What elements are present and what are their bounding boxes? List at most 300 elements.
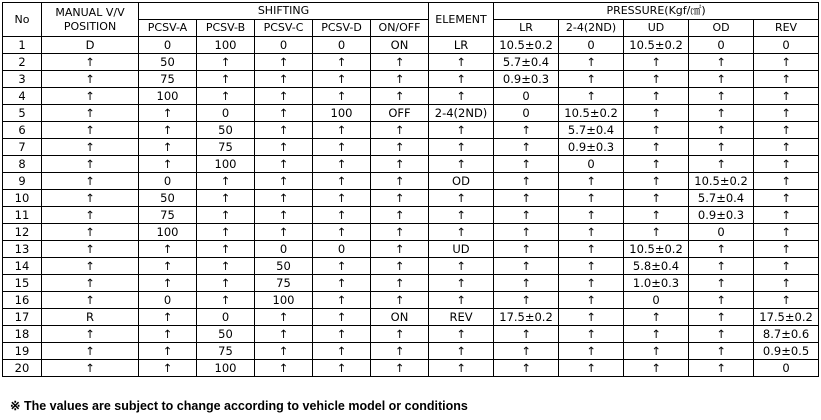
cell-pcsv-a: ↑: [139, 105, 197, 122]
cell-pcsv-c: ↑: [255, 71, 313, 88]
cell-element: ↑: [429, 190, 494, 207]
cell-lr: ↑: [494, 241, 559, 258]
cell-od: ↑: [689, 309, 754, 326]
cell-no: 20: [3, 360, 42, 377]
table-row: [3, 105, 819, 122]
header-element: ELEMENT: [429, 3, 494, 37]
cell-on-off: ↑: [371, 190, 429, 207]
header-manual-vv-line2: POSITION: [63, 19, 117, 33]
header-pcsv-c: PCSV-C: [255, 20, 313, 37]
cell-rev: 17.5±0.2: [754, 309, 819, 326]
cell-ud: ↑: [624, 156, 689, 173]
cell-pcsv-c: 100: [255, 292, 313, 309]
cell-pcsv-d: 0: [313, 241, 371, 258]
cell-od: ↑: [689, 241, 754, 258]
cell-on-off: ↑: [371, 139, 429, 156]
cell-manual-position: ↑: [42, 275, 139, 292]
table-row: [3, 139, 819, 156]
cell-pcsv-a: 0: [139, 37, 197, 54]
cell-manual-position: ↑: [42, 139, 139, 156]
cell-no: 8: [3, 156, 42, 173]
table-row: [3, 258, 819, 275]
cell-pcsv-a: 50: [139, 190, 197, 207]
cell-2-4-2nd: ↑: [559, 190, 624, 207]
cell-rev: ↑: [754, 275, 819, 292]
cell-pcsv-d: ↑: [313, 88, 371, 105]
cell-ud: ↑: [624, 105, 689, 122]
cell-pcsv-b: ↑: [197, 275, 255, 292]
cell-od: ↑: [689, 292, 754, 309]
cell-pcsv-b: 50: [197, 122, 255, 139]
cell-ud: ↑: [624, 139, 689, 156]
shift-pressure-table: [2, 2, 819, 377]
cell-on-off: ↑: [371, 122, 429, 139]
cell-element: ↑: [429, 54, 494, 71]
cell-no: 1: [3, 37, 42, 54]
table-row: [3, 207, 819, 224]
cell-no: 9: [3, 173, 42, 190]
cell-pcsv-d: ↑: [313, 309, 371, 326]
cell-lr: ↑: [494, 343, 559, 360]
cell-manual-position: ↑: [42, 156, 139, 173]
cell-pcsv-c: ↑: [255, 156, 313, 173]
cell-2-4-2nd: ↑: [559, 88, 624, 105]
cell-2-4-2nd: 10.5±0.2: [559, 105, 624, 122]
cell-no: 16: [3, 292, 42, 309]
cell-element: ↑: [429, 156, 494, 173]
header-rev: REV: [754, 20, 819, 37]
cell-element: UD: [429, 241, 494, 258]
cell-element: ↑: [429, 343, 494, 360]
header-ud: UD: [624, 20, 689, 37]
cell-2-4-2nd: 0: [559, 37, 624, 54]
footnote: ※ The values are subject to change according to vehicle model or conditions: [10, 399, 468, 413]
cell-2-4-2nd: ↑: [559, 71, 624, 88]
cell-od: ↑: [689, 88, 754, 105]
cell-lr: ↑: [494, 224, 559, 241]
cell-manual-position: ↑: [42, 190, 139, 207]
table-row: [3, 88, 819, 105]
cell-od: 5.7±0.4: [689, 190, 754, 207]
cell-od: 0: [689, 37, 754, 54]
cell-rev: ↑: [754, 207, 819, 224]
cell-pcsv-a: ↑: [139, 139, 197, 156]
cell-manual-position: ↑: [42, 326, 139, 343]
table-row: [3, 343, 819, 360]
cell-pcsv-b: ↑: [197, 88, 255, 105]
cell-pcsv-a: ↑: [139, 309, 197, 326]
cell-lr: ↑: [494, 292, 559, 309]
cell-element: REV: [429, 309, 494, 326]
cell-pcsv-a: ↑: [139, 343, 197, 360]
cell-lr: ↑: [494, 139, 559, 156]
cell-on-off: ↑: [371, 241, 429, 258]
table-row: [3, 309, 819, 326]
cell-2-4-2nd: ↑: [559, 326, 624, 343]
header-shifting: SHIFTING: [139, 3, 429, 20]
cell-rev: ↑: [754, 139, 819, 156]
cell-od: ↑: [689, 54, 754, 71]
cell-lr: ↑: [494, 275, 559, 292]
cell-pcsv-d: ↑: [313, 224, 371, 241]
cell-no: 13: [3, 241, 42, 258]
cell-pcsv-a: 0: [139, 173, 197, 190]
header-on-off: ON/OFF: [371, 20, 429, 37]
cell-rev: ↑: [754, 190, 819, 207]
cell-lr: ↑: [494, 122, 559, 139]
cell-pcsv-d: 0: [313, 37, 371, 54]
cell-pcsv-c: 50: [255, 258, 313, 275]
cell-pcsv-d: ↑: [313, 173, 371, 190]
cell-on-off: ON: [371, 37, 429, 54]
cell-pcsv-a: ↑: [139, 360, 197, 377]
cell-pcsv-b: ↑: [197, 224, 255, 241]
cell-element: ↑: [429, 122, 494, 139]
table-row: [3, 54, 819, 71]
cell-od: ↑: [689, 326, 754, 343]
cell-ud: ↑: [624, 343, 689, 360]
cell-pcsv-b: 50: [197, 326, 255, 343]
cell-pcsv-d: ↑: [313, 54, 371, 71]
cell-rev: ↑: [754, 105, 819, 122]
cell-2-4-2nd: ↑: [559, 241, 624, 258]
cell-manual-position: ↑: [42, 224, 139, 241]
spec-sheet: [2, 2, 819, 377]
cell-ud: ↑: [624, 326, 689, 343]
cell-element: ↑: [429, 275, 494, 292]
cell-rev: ↑: [754, 54, 819, 71]
cell-ud: ↑: [624, 88, 689, 105]
cell-rev: 8.7±0.6: [754, 326, 819, 343]
cell-rev: ↑: [754, 224, 819, 241]
cell-ud: 0: [624, 292, 689, 309]
cell-no: 4: [3, 88, 42, 105]
cell-rev: ↑: [754, 173, 819, 190]
cell-pcsv-d: 100: [313, 105, 371, 122]
cell-2-4-2nd: ↑: [559, 207, 624, 224]
cell-pcsv-b: ↑: [197, 173, 255, 190]
cell-manual-position: D: [42, 37, 139, 54]
cell-ud: ↑: [624, 207, 689, 224]
cell-pcsv-a: ↑: [139, 275, 197, 292]
cell-manual-position: ↑: [42, 88, 139, 105]
cell-rev: ↑: [754, 71, 819, 88]
cell-2-4-2nd: ↑: [559, 54, 624, 71]
cell-pcsv-b: 100: [197, 156, 255, 173]
cell-lr: ↑: [494, 173, 559, 190]
cell-pcsv-c: ↑: [255, 190, 313, 207]
cell-ud: 10.5±0.2: [624, 37, 689, 54]
cell-no: 5: [3, 105, 42, 122]
cell-manual-position: ↑: [42, 207, 139, 224]
cell-no: 10: [3, 190, 42, 207]
cell-pcsv-c: ↑: [255, 343, 313, 360]
cell-rev: ↑: [754, 258, 819, 275]
cell-pcsv-a: ↑: [139, 241, 197, 258]
cell-od: 0.9±0.3: [689, 207, 754, 224]
cell-on-off: ↑: [371, 224, 429, 241]
cell-pcsv-d: ↑: [313, 326, 371, 343]
table-row: [3, 37, 819, 54]
table-row: [3, 275, 819, 292]
cell-pcsv-d: ↑: [313, 156, 371, 173]
cell-od: 0: [689, 224, 754, 241]
header-pcsv-d: PCSV-D: [313, 20, 371, 37]
cell-pcsv-b: 100: [197, 360, 255, 377]
cell-pcsv-b: ↑: [197, 241, 255, 258]
cell-on-off: ↑: [371, 156, 429, 173]
table-header: [3, 3, 819, 37]
cell-pcsv-b: ↑: [197, 54, 255, 71]
cell-on-off: ↑: [371, 88, 429, 105]
cell-no: 18: [3, 326, 42, 343]
cell-2-4-2nd: ↑: [559, 292, 624, 309]
cell-pcsv-d: ↑: [313, 343, 371, 360]
cell-on-off: ↑: [371, 275, 429, 292]
cell-lr: ↑: [494, 360, 559, 377]
cell-ud: 1.0±0.3: [624, 275, 689, 292]
cell-2-4-2nd: ↑: [559, 224, 624, 241]
cell-rev: ↑: [754, 156, 819, 173]
cell-pcsv-c: 0: [255, 241, 313, 258]
table-row: [3, 224, 819, 241]
table-row: [3, 156, 819, 173]
cell-pcsv-c: ↑: [255, 139, 313, 156]
cell-ud: ↑: [624, 360, 689, 377]
table-row: [3, 190, 819, 207]
cell-2-4-2nd: 5.7±0.4: [559, 122, 624, 139]
cell-ud: 10.5±0.2: [624, 241, 689, 258]
cell-pcsv-b: 0: [197, 309, 255, 326]
table-row: [3, 71, 819, 88]
cell-pcsv-d: ↑: [313, 275, 371, 292]
cell-pcsv-d: ↑: [313, 360, 371, 377]
cell-on-off: ↑: [371, 71, 429, 88]
cell-element: LR: [429, 37, 494, 54]
cell-pcsv-b: 75: [197, 139, 255, 156]
cell-pcsv-c: 75: [255, 275, 313, 292]
cell-on-off: ↑: [371, 292, 429, 309]
cell-pcsv-a: ↑: [139, 258, 197, 275]
cell-lr: 17.5±0.2: [494, 309, 559, 326]
cell-pcsv-c: ↑: [255, 207, 313, 224]
cell-rev: 0: [754, 37, 819, 54]
cell-pcsv-b: 75: [197, 343, 255, 360]
cell-pcsv-a: 100: [139, 88, 197, 105]
header-2-4-2nd: 2-4(2ND): [559, 20, 624, 37]
cell-2-4-2nd: 0: [559, 156, 624, 173]
cell-lr: ↑: [494, 207, 559, 224]
cell-pcsv-c: ↑: [255, 88, 313, 105]
cell-ud: ↑: [624, 122, 689, 139]
cell-no: 12: [3, 224, 42, 241]
cell-pcsv-c: ↑: [255, 326, 313, 343]
cell-2-4-2nd: ↑: [559, 275, 624, 292]
cell-lr: ↑: [494, 258, 559, 275]
cell-manual-position: ↑: [42, 71, 139, 88]
cell-ud: ↑: [624, 173, 689, 190]
cell-pcsv-c: ↑: [255, 122, 313, 139]
cell-on-off: ↑: [371, 54, 429, 71]
cell-no: 7: [3, 139, 42, 156]
cell-od: ↑: [689, 71, 754, 88]
cell-od: ↑: [689, 139, 754, 156]
cell-manual-position: ↑: [42, 54, 139, 71]
cell-no: 11: [3, 207, 42, 224]
cell-od: ↑: [689, 275, 754, 292]
cell-pcsv-d: ↑: [313, 122, 371, 139]
cell-lr: 0: [494, 88, 559, 105]
cell-element: ↑: [429, 326, 494, 343]
cell-element: ↑: [429, 360, 494, 377]
cell-manual-position: ↑: [42, 258, 139, 275]
cell-2-4-2nd: ↑: [559, 258, 624, 275]
cell-pcsv-a: 50: [139, 54, 197, 71]
header-pcsv-a: PCSV-A: [139, 20, 197, 37]
cell-rev: ↑: [754, 292, 819, 309]
cell-element: ↑: [429, 292, 494, 309]
cell-rev: ↑: [754, 122, 819, 139]
cell-ud: ↑: [624, 54, 689, 71]
table-row: [3, 326, 819, 343]
cell-od: ↑: [689, 156, 754, 173]
cell-pcsv-c: ↑: [255, 360, 313, 377]
cell-element: ↑: [429, 71, 494, 88]
cell-no: 17: [3, 309, 42, 326]
cell-rev: ↑: [754, 241, 819, 258]
header-od: OD: [689, 20, 754, 37]
cell-element: ↑: [429, 258, 494, 275]
cell-pcsv-b: ↑: [197, 292, 255, 309]
cell-manual-position: ↑: [42, 105, 139, 122]
cell-lr: ↑: [494, 190, 559, 207]
cell-ud: 5.8±0.4: [624, 258, 689, 275]
cell-lr: 10.5±0.2: [494, 37, 559, 54]
cell-element: ↑: [429, 88, 494, 105]
cell-pcsv-a: 0: [139, 292, 197, 309]
cell-pcsv-a: 75: [139, 207, 197, 224]
cell-ud: ↑: [624, 71, 689, 88]
cell-on-off: ON: [371, 309, 429, 326]
cell-no: 3: [3, 71, 42, 88]
cell-pcsv-b: ↑: [197, 190, 255, 207]
cell-ud: ↑: [624, 309, 689, 326]
cell-pcsv-c: ↑: [255, 105, 313, 122]
cell-manual-position: R: [42, 309, 139, 326]
cell-2-4-2nd: ↑: [559, 343, 624, 360]
cell-2-4-2nd: ↑: [559, 360, 624, 377]
cell-ud: ↑: [624, 190, 689, 207]
cell-od: ↑: [689, 360, 754, 377]
cell-element: 2-4(2ND): [429, 105, 494, 122]
cell-pcsv-b: 100: [197, 37, 255, 54]
cell-2-4-2nd: ↑: [559, 309, 624, 326]
cell-manual-position: ↑: [42, 292, 139, 309]
cell-pcsv-a: 75: [139, 71, 197, 88]
cell-pcsv-b: ↑: [197, 258, 255, 275]
cell-od: ↑: [689, 258, 754, 275]
cell-pcsv-d: ↑: [313, 292, 371, 309]
cell-lr: 0.9±0.3: [494, 71, 559, 88]
cell-on-off: ↑: [371, 343, 429, 360]
cell-od: 10.5±0.2: [689, 173, 754, 190]
cell-od: ↑: [689, 122, 754, 139]
cell-pcsv-d: ↑: [313, 71, 371, 88]
cell-2-4-2nd: ↑: [559, 173, 624, 190]
cell-element: ↑: [429, 224, 494, 241]
cell-rev: 0.9±0.5: [754, 343, 819, 360]
cell-pcsv-c: ↑: [255, 173, 313, 190]
cell-pcsv-a: ↑: [139, 326, 197, 343]
header-pressure: PRESSURE(Kgf/㎠): [494, 3, 819, 20]
cell-lr: 5.7±0.4: [494, 54, 559, 71]
table-row: [3, 360, 819, 377]
cell-no: 6: [3, 122, 42, 139]
cell-pcsv-d: ↑: [313, 207, 371, 224]
cell-manual-position: ↑: [42, 343, 139, 360]
cell-pcsv-d: ↑: [313, 190, 371, 207]
header-manual-vv-position: [42, 3, 139, 37]
cell-rev: ↑: [754, 88, 819, 105]
cell-manual-position: ↑: [42, 241, 139, 258]
cell-on-off: ↑: [371, 258, 429, 275]
cell-no: 14: [3, 258, 42, 275]
table-row: [3, 173, 819, 190]
cell-on-off: OFF: [371, 105, 429, 122]
cell-element: OD: [429, 173, 494, 190]
table-row: [3, 292, 819, 309]
cell-lr: ↑: [494, 326, 559, 343]
cell-ud: ↑: [624, 224, 689, 241]
cell-rev: 0: [754, 360, 819, 377]
cell-on-off: ↑: [371, 360, 429, 377]
cell-on-off: ↑: [371, 326, 429, 343]
cell-pcsv-c: ↑: [255, 54, 313, 71]
cell-manual-position: ↑: [42, 173, 139, 190]
cell-pcsv-d: ↑: [313, 139, 371, 156]
cell-pcsv-b: 0: [197, 105, 255, 122]
cell-pcsv-b: ↑: [197, 71, 255, 88]
cell-no: 19: [3, 343, 42, 360]
cell-no: 15: [3, 275, 42, 292]
cell-lr: 0: [494, 105, 559, 122]
table-row: [3, 122, 819, 139]
table-row: [3, 241, 819, 258]
cell-on-off: ↑: [371, 207, 429, 224]
cell-manual-position: ↑: [42, 360, 139, 377]
header-manual-vv-line1: MANUAL V/V: [55, 5, 125, 19]
cell-od: ↑: [689, 343, 754, 360]
cell-pcsv-a: 100: [139, 224, 197, 241]
cell-on-off: ↑: [371, 173, 429, 190]
cell-no: 2: [3, 54, 42, 71]
cell-2-4-2nd: 0.9±0.3: [559, 139, 624, 156]
header-no: No: [3, 3, 42, 37]
cell-pcsv-c: 0: [255, 37, 313, 54]
cell-od: ↑: [689, 105, 754, 122]
cell-pcsv-b: ↑: [197, 207, 255, 224]
header-pcsv-b: PCSV-B: [197, 20, 255, 37]
cell-pcsv-d: ↑: [313, 258, 371, 275]
cell-pcsv-c: ↑: [255, 309, 313, 326]
cell-pcsv-a: ↑: [139, 156, 197, 173]
cell-lr: ↑: [494, 156, 559, 173]
cell-element: ↑: [429, 139, 494, 156]
cell-pcsv-a: ↑: [139, 122, 197, 139]
cell-manual-position: ↑: [42, 122, 139, 139]
cell-element: ↑: [429, 207, 494, 224]
cell-pcsv-c: ↑: [255, 224, 313, 241]
